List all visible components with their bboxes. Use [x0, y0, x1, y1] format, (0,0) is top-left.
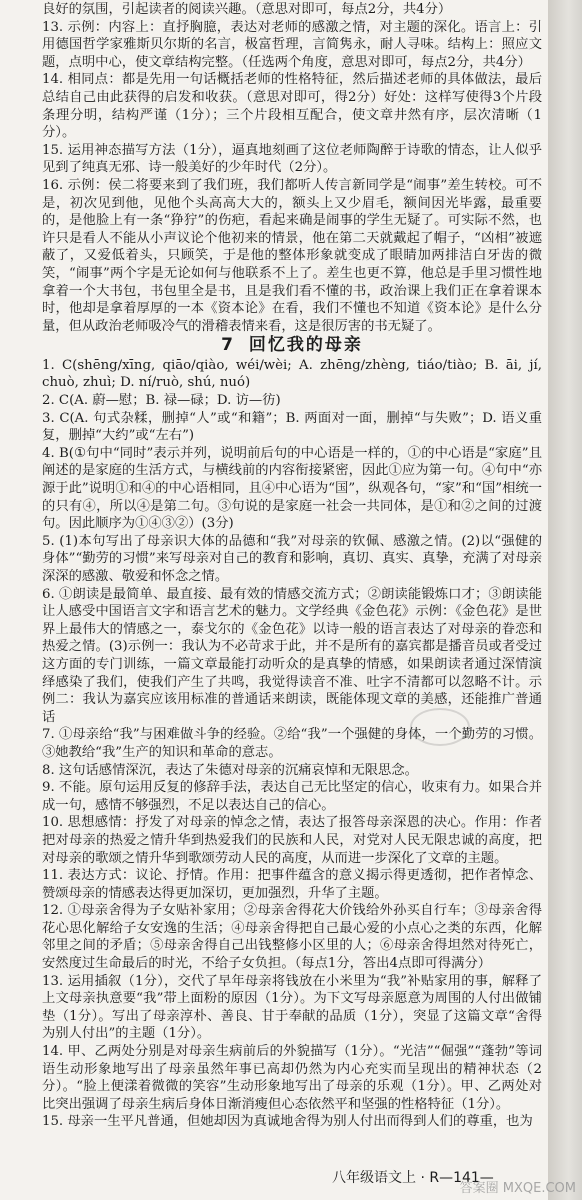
answer-item: [42, 762, 542, 780]
answer-item: [42, 445, 542, 533]
answer-text: 11. 表达方式：议论、抒情。作用：把事件蕴含的意义揭示得更透彻，把作者悼念、赞颂母亲的情感表达得更加深切，更加强烈，升华了主题。: [42, 868, 542, 901]
watermark-stamp: [410, 708, 470, 746]
answer-item: [42, 19, 542, 72]
answer-item: [42, 410, 542, 445]
answer-text: 1. C(shēng/xīng, qiāo/qiào, wéi/wèi; A. zhēng/zhèng, tiáo/tiào; B. āi, jí, chuò, zhuì; D. ní/ruò, shú, nuó): [42, 357, 542, 391]
answer-item: [42, 779, 542, 814]
answer-item: [42, 973, 542, 1043]
answer-item: [42, 357, 542, 392]
answer-content: [42, 1, 542, 1131]
answer-text: 16. 示例：侯二将要来到了我们班，我们都听人传言新同学是“闹事”差生转校。可不是，初次见到他，见他个头高高大大的，额头上又少眉毛，额间因光毕露，最重要的，是他脸上有一条“狰狞”的伤疤，看起来确是闹事的学生无疑了。可实际不然，也许只是看人不能从小声议论个他初来的情景，他在第二天就戴起了帽子，“凶相”被遮蔽了，又爱低着头，只顾笑，于是他的整体形象就变成了眼睛加两排洁白牙齿的微笑，“闹事”两个字是无论如何与他联系不上了。差生也更不算，他总是手里习惯性地拿着一个大书包，书包里全是书，且是我们看不懂的书，政治课上我们正在拿着课本时，他却是拿着厚厚的一本《资本论》在看，我们不懂也不知道《资本论》是什么分量，但从政治老师吸冷气的滑稽表情来看，这是很厉害的书无疑了。: [42, 177, 542, 334]
section-title: 回忆我的母亲: [248, 335, 363, 356]
answer-item: [42, 177, 542, 335]
answer-text: 10. 思想感情：抒发了对母亲的悼念之情，表达了报答母亲深恩的决心。作用：作者把对母亲的热爱之情升华到热爱我们的民族和人民，对党对人民无限忠诚的高度，把对母亲的歌颂之情升华到歌颂劳动人民的高度，从而进一步深化了文章的主题。: [42, 815, 542, 866]
section-number: 7: [221, 335, 235, 356]
answer-item: [42, 142, 542, 177]
answer-text: 3. C(A. 句式杂糅，删掉“人”或“和籍”；B. 两面对一面，删掉“与失败”；D. 语义重复，删掉“大约”或“左右”): [42, 410, 542, 444]
section-heading: [42, 337, 542, 355]
answer-item: [42, 867, 542, 902]
answer-text: 9. 不能。原句运用反复的修辞手法，表达自己无比坚定的信心，收束有力。如果合并成一句，感情不够强烈，不足以表达自己的信心。: [42, 780, 542, 813]
answer-item: [42, 1, 542, 19]
answer-text: 12. ①母亲舍得为子女贴补家用；②母亲舍得花大价钱给外孙买自行车；③母亲舍得花心思化解给子女安逸的生活；④母亲舍得把自己最心爱的小点心之类的东西，化解邻里之间的矛盾；⑤母亲舍得自己出钱整修小区里的人；⑥母亲舍得坦然对待死亡，安然度过生命最后的时光，不给子女负担。（每点1分，答出4点即可得满分）: [42, 903, 542, 972]
answer-item: [42, 392, 542, 410]
answer-text: 14. 相同点：都是先用一句话概括老师的性格特征，然后描述老师的具体做法，最后总结自己由此获得的启发和收获。（意思对即可，得2分）好处：这样写使得3个片段条理分明，结构严谨（1分）；三个片段相互配合，使文章井然有序，层次清晰（1分）。: [42, 72, 542, 141]
answer-text: 8. 这句话感情深沉，表达了朱德对母亲的沉痛哀悼和无限思念。: [42, 762, 418, 778]
site-watermark: 答案圈 MXQE.COM: [459, 1181, 576, 1196]
answer-text: 6. ①朗读是最简单、最直接、最有效的情感交流方式；②朗读能锻炼口才；③朗读能让人感受中国语言文字和语言艺术的魅力。文学经典《金色花》示例：《金色花》是世界上最伟大的情感之一，泰戈尔的《金色花》以诗一般的语言表达了对母亲的眷恋和热爱之情。(3)示例一：我认为不必苛求于此，并不是所有的嘉宾都是播音员或者受过这方面的专门训练，一篇文章最能打动听众的是真挚的情感，如果朗读者通过深情演绎感染了我们，使我们产生了共鸣，我觉得读音不准、吐字不清都可以忽略不计。示例二：我认为嘉宾应该用标准的普通话来朗读，既能体现文章的美感，还能推广普通话: [42, 586, 542, 725]
page-footer: 八年级语文上 · R—141—: [332, 1170, 494, 1186]
answer-text: 2. C(A. 蔚—慰；B. 禄—碌；D. 访—彷): [42, 393, 281, 409]
answer-item: [42, 814, 542, 867]
answer-text: 良好的氛围，引起读者的阅读兴趣。（意思对即可，每点2分，共4分）: [42, 2, 452, 17]
answer-item: [42, 71, 542, 141]
answer-text: 15. 母亲一生平凡普通，但她却因为真诚地舍得为别人付出而得到人们的尊重，也为: [42, 1114, 533, 1130]
answer-item: [42, 1113, 542, 1131]
answer-text: 4. B(①句中“同时”表示并列，说明前后句的中心语是一样的，①的中心语是“家庭”且阐述的是家庭的生活方式，与横线前的内容衔接紧密，因此①应为第一句。④句中“亦源于此”说明①和④的中心语相同，且④中心语为“国”，纵观各句，“家”和“国”相统一的只有④，所以④是第二句。③句说的是家庭一社会一共同体，是①和②之间的过渡句。因此顺序为①④③②）(3分): [42, 445, 542, 532]
answer-text: 15. 运用神态描写方法（1分），逼真地刻画了这位老师陶醉于诗歌的情态，让人似乎见到了纯真无邪、诗一般美好的少年时代（2分）。: [42, 142, 542, 176]
answer-text: 13. 示例：内容上：直抒胸臆，表达对老师的感激之情，对主题的深化。语言上：引用德国哲学家雅斯贝尔斯的名言，极富哲理，言简隽永，耐人寻味。结构上：照应文题，点明中心，使文章结构完整。（任选两个角度，意思对即可，每点2分，共4分）: [42, 19, 542, 70]
answer-item: [42, 533, 542, 586]
answers-section-7: [42, 357, 542, 1131]
answer-item: [42, 586, 542, 727]
answer-text: 5. (1)本句写出了母亲识大体的品德和“我”对母亲的钦佩、感激之情。(2)以“强健的身体”“勤劳的习惯”来写母亲对自己的教育和影响，真切、真实、真挚，充满了对母亲深深的感激、敬爱和怀念之情。: [42, 533, 542, 584]
answer-item: [42, 1043, 542, 1113]
answer-text: 7. ①母亲给“我”与困难做斗争的经验。②给“我”一个强健的身体，一个勤劳的习惯。③她教给“我”生产的知识和革命的意志。: [42, 727, 542, 760]
answer-item: [42, 902, 542, 972]
answers-prev-section: [42, 1, 542, 335]
adjacent-page-edge: [548, 0, 582, 1200]
answer-text: 14. 甲、乙两处分别是对母亲生病前后的外貌描写（1分）。“光洁”“倔强”“蓬勃”等词语生动形象地写出了母亲虽然年事已高却仍然为内心充实而呈现出的精神状态（2分）。“脸上便漾着微微的笑容”生动形象地写出了母亲的乐观（1分）。甲、乙两处对比突出强调了母亲生病后身体日渐消瘦但心态依然平和坚强的性格特征（1分）。: [42, 1044, 542, 1112]
answer-text: 13. 运用插叙（1分），交代了早年母亲将钱放在小米里为“我”补贴家用的事，解释了上文母亲执意要“我”带上面粉的原因（1分）。为下文写母亲愿意为周围的人付出做铺垫（1分）。写出了母亲淳朴、善良、甘于奉献的品质（1分），突显了这篇文章“舍得为别人付出”的主题（1分）。: [42, 973, 542, 1042]
